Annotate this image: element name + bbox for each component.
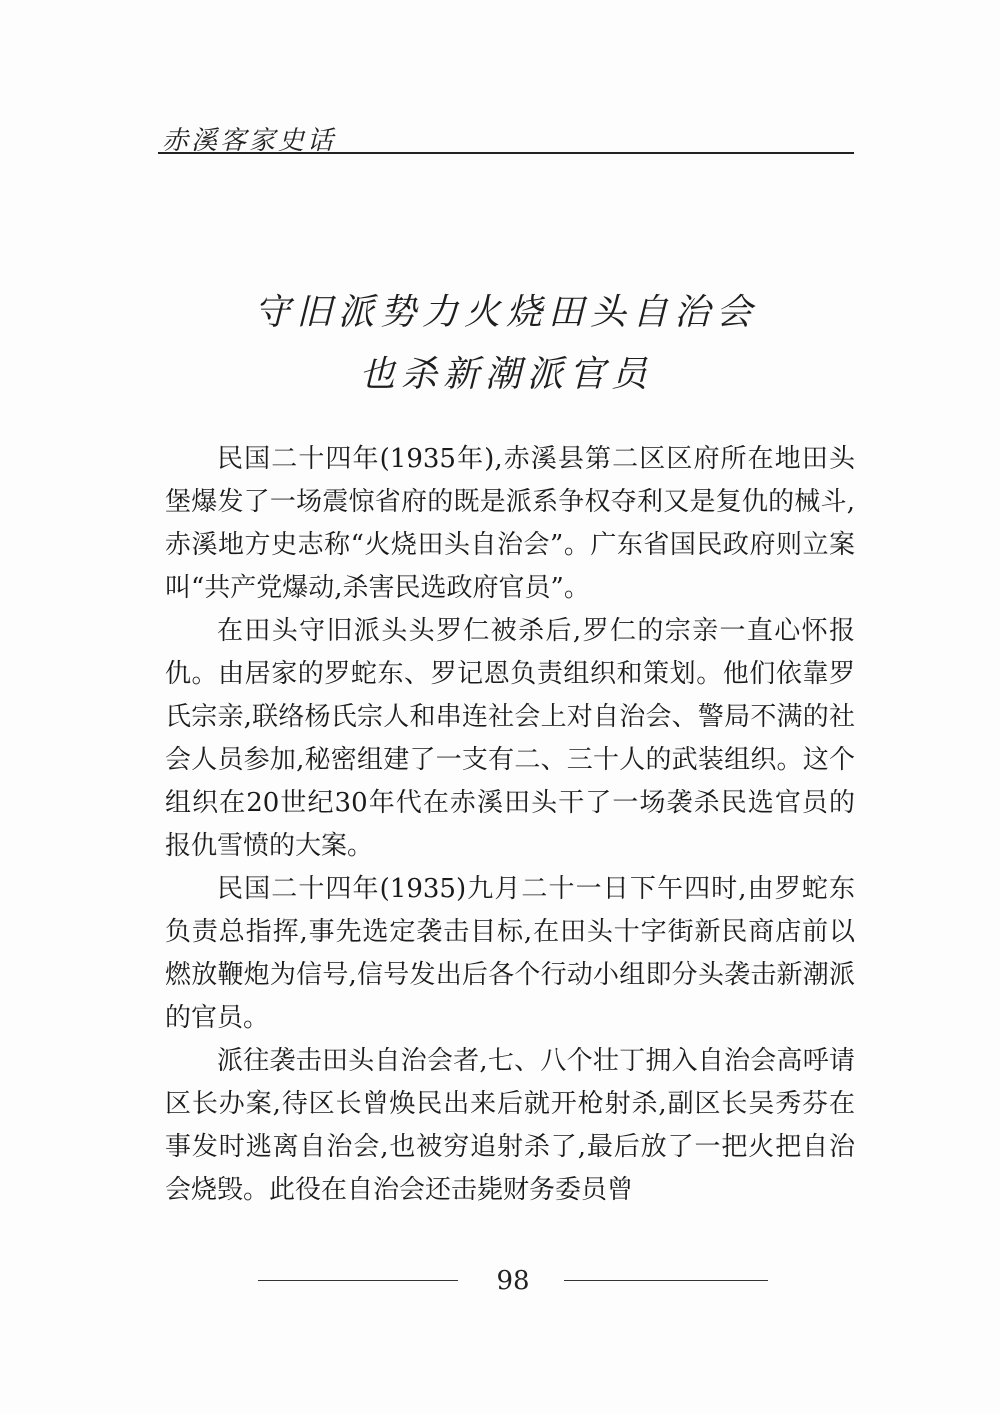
- chapter-title-line-2: 也杀新潮派官员: [358, 354, 653, 395]
- footer-divider-left: [258, 1280, 458, 1281]
- paragraph: 民国二十四年(1935年),赤溪县第二区区府所在地田头堡爆发了一场震惊省府的既是派系争权夺利又是复仇的械斗,赤溪地方史志称“火烧田头自治会”。广东省国民政府则立案叫“共产党爆动,杀害民选政府官员”。: [165, 444, 855, 603]
- page-footer: [258, 1266, 768, 1296]
- header-divider: [158, 152, 854, 154]
- paragraph: 民国二十四年(1935)九月二十一日下午四时,由罗蛇东负责总指挥,事先选定袭击目标,在田头十字街新民商店前以燃放鞭炮为信号,信号发出后各个行动小组即分头袭击新潮派的官员。: [165, 874, 855, 1033]
- footer-divider-right: [564, 1280, 768, 1281]
- page-number: 98: [496, 1266, 530, 1296]
- chapter-title-line-1: 守旧派势力火烧田头自治会: [253, 292, 758, 333]
- body-text: [165, 438, 855, 1212]
- paragraph: 在田头守旧派头头罗仁被杀后,罗仁的宗亲一直心怀报仇。由居家的罗蛇东、罗记恩负责组织和策划。他们依靠罗氏宗亲,联络杨氏宗人和串连社会上对自治会、警局不满的社会人员参加,秘密组建了一支有二、三十人的武装组织。这个组织在20世纪30年代在赤溪田头干了一场袭杀民选官员的报仇雪愤的大案。: [165, 616, 855, 861]
- running-header-title: 赤溪客家史话: [162, 126, 337, 156]
- paragraph: 派往袭击田头自治会者,七、八个壮丁拥入自治会高呼请区长办案,待区长曾焕民出来后就开枪射杀,副区长吴秀芬在事发时逃离自治会,也被穷追射杀了,最后放了一把火把自治会烧毁。此役在自治会还击毙财务委员曾: [165, 1046, 855, 1205]
